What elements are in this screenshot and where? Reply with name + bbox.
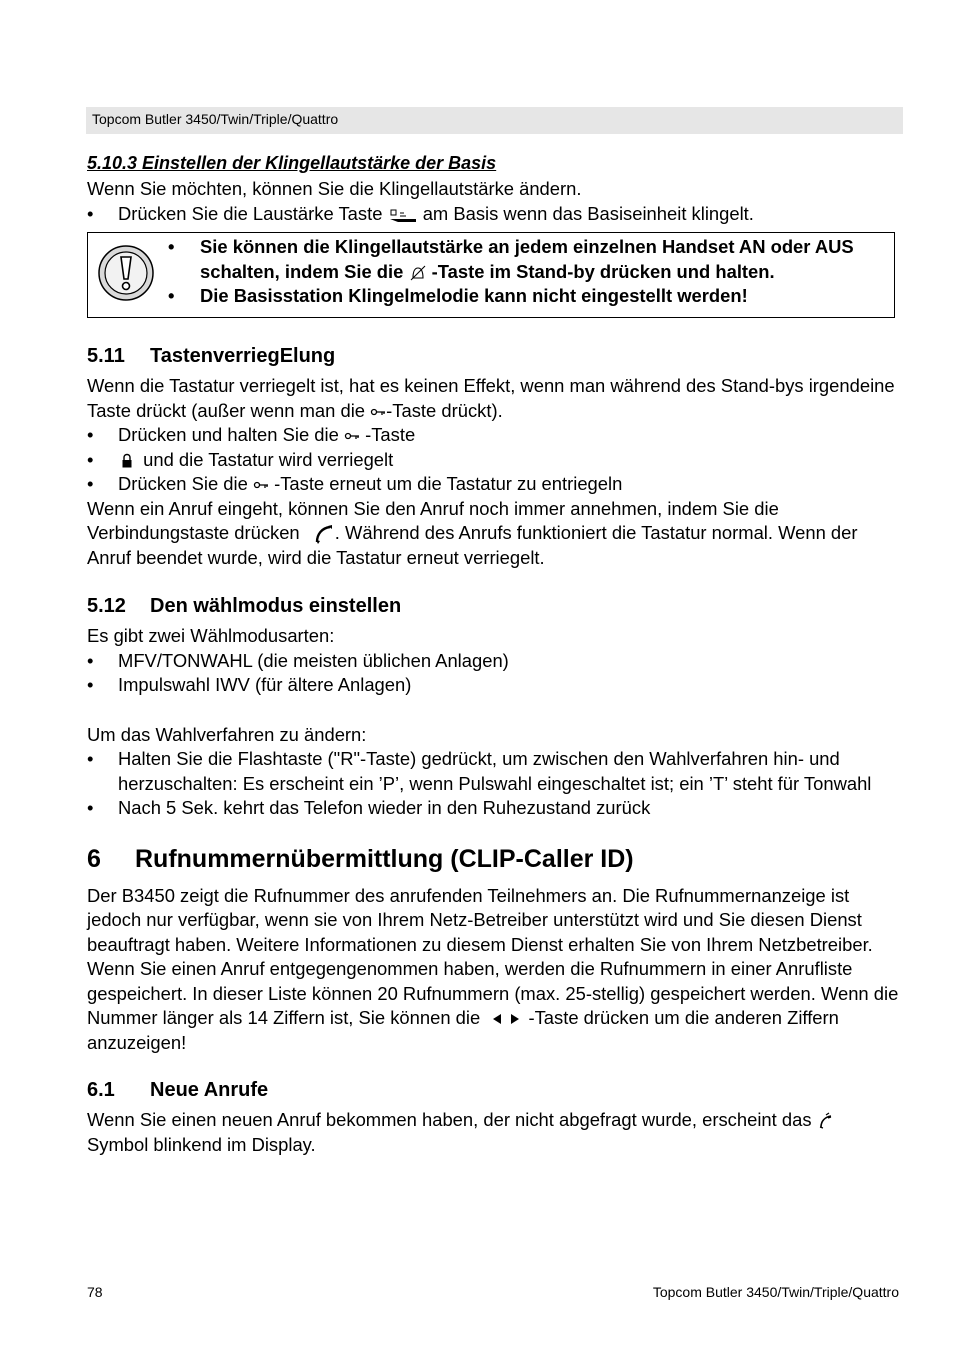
note-item: • Sie können die Klingellautstärke an jedem einzelnen Handset AN oder AUS schalten, indem Sie die -Taste im Stand-by drücken und halten.: [168, 236, 854, 282]
note-box: [87, 232, 895, 318]
section-5-11-paragraph-2: Wenn ein Anruf eingeht, können Sie den Anruf noch immer annehmen, indem Sie die Verbindungstaste drücken . Während des Anrufs funktioniert die Tastatur normal. Wenn der Anruf beendet wurde, wird die Tastatur erneut verriegelt.: [87, 497, 858, 568]
note-list: [168, 235, 884, 309]
key-icon: [370, 407, 386, 417]
section-5-12-intro-2: Um das Wahlverfahren zu ändern:: [87, 723, 367, 745]
list-item: • Drücken und halten Sie die -Taste: [87, 424, 416, 445]
call-icon: [311, 524, 335, 544]
header-title: Topcom Butler 3450/Twin/Triple/Quattro: [92, 111, 339, 127]
list-item: • Nach 5 Sek. kehrt das Telefon wieder in den Ruhezustand zurück: [87, 797, 651, 818]
ringer-off-icon: [409, 265, 427, 281]
section-5-11-paragraph: Wenn die Tastatur verriegelt ist, hat es keinen Effekt, wenn man während des Stand-bys irgendeine Taste drückt (außer wenn man die -Taste drückt).: [87, 375, 895, 421]
left-right-arrows-icon: [489, 1012, 523, 1026]
section-5-12-heading: 5.12 Den wählmodus einstellen: [87, 595, 402, 617]
volume-key-icon: [388, 207, 418, 223]
running-header: [86, 107, 903, 134]
section-5-12-intro: Es gibt zwei Wählmodusarten:: [87, 625, 335, 646]
key-icon: [253, 480, 269, 490]
key-icon: [344, 431, 360, 441]
section-6-paragraph: Der B3450 zeigt die Rufnummer des anrufenden Teilnehmers an. Die Rufnummernanzeige ist jedoch nur verfügbar, wenn sie von Ihrem Netz-Betreiber unterstützt wird und Sie diesen Dienst beauftragt haben. Weitere Informationen zu diesem Dienst erhalten Sie von Ihrem Netzbetreiber. Wenn Sie einen Anruf entgegengenommen haben, werden die Rufnummern in einer Anrufliste gespeichert. In dieser Liste können 20 Rufnummern (max. 25-stellig) gespeichert werden. Wenn die Nummer länger als 14 Ziffern ist, Sie können die -Taste drücken um die anderen Ziffern anzuzeigen!: [87, 884, 899, 1053]
list-item: • und die Tastatur wird verriegelt: [87, 448, 394, 470]
page-content: [87, 150, 899, 1157]
list-item: • Halten Sie die Flashtaste ("R"-Taste) gedrückt, um zwischen den Wahlverfahren hin- und herzuschalten: Es erscheint ein ’P’, wenn Pulswahl eingeschaltet ist; ein ’T’ steht für Tonwahl: [87, 748, 872, 794]
section-5-11-heading: 5.11 TastenverriegElung: [87, 345, 336, 367]
footer-title: Topcom Butler 3450/Twin/Triple/Quattro: [652, 1284, 899, 1300]
list-item: • MFV/TONWAHL (die meisten üblichen Anlagen): [87, 649, 509, 671]
missed-call-icon: [817, 1112, 835, 1130]
list-item: • Impulswahl IWV (für ältere Anlagen): [87, 674, 412, 695]
section-5-10-3-intro: Wenn Sie möchten, können Sie die Klingellautstärke ändern.: [87, 178, 582, 199]
page-number: 78: [87, 1284, 103, 1300]
list-item: • Drücken Sie die Laustärke Taste am Basis wenn das Basiseinheit klingelt.: [87, 202, 754, 224]
section-5-10-3-title: 5.10.3 Einstellen der Klingellautstärke der Basis: [87, 153, 497, 173]
note-item: • Die Basisstation Klingelmelodie kann nicht eingestellt werden!: [168, 285, 748, 306]
lock-icon: [120, 453, 134, 469]
list-item: • Drücken Sie die -Taste erneut um die Tastatur zu entriegeln: [87, 473, 623, 494]
exclamation-icon: [98, 245, 154, 301]
section-6-heading: 6 Rufnummernübermittlung (CLIP-Caller ID): [87, 844, 634, 873]
section-6-1-paragraph: Wenn Sie einen neuen Anruf bekommen haben, der nicht abgefragt wurde, erscheint das Symbol blinkend im Display.: [87, 1108, 899, 1157]
section-6-1-heading: 6.1 Neue Anrufe: [87, 1079, 269, 1101]
